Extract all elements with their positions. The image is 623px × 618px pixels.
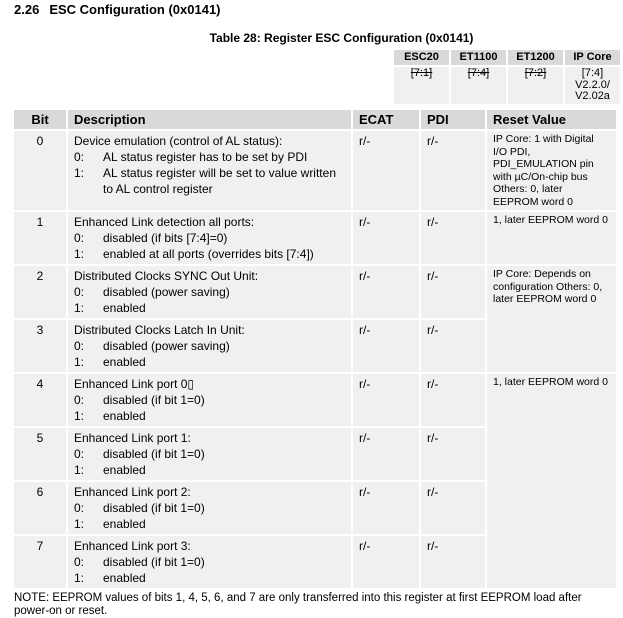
option-text: enabled [103,517,146,531]
option-text: disabled (if bit 1=0) [103,501,205,515]
pdi-cell: r/- [421,536,485,588]
description-cell [68,266,351,318]
pdi-cell: r/- [421,374,485,426]
option [74,516,345,532]
option-text: enabled [103,301,146,315]
version-header: ESC20 [394,50,449,65]
table-row [14,212,616,264]
register-table [12,108,618,590]
bit-cell: 5 [14,428,66,480]
section-title: ESC Configuration (0x0141) [49,2,221,17]
version-table [392,48,622,106]
option-text: enabled [103,571,146,585]
table-row [14,131,616,210]
option-value: 0: [74,555,85,569]
header-reset: Reset Value [487,110,616,129]
version-text: V2.2.0/ V2.02a [575,78,610,102]
option-text: enabled [103,355,146,369]
option-text: disabled (power saving) [103,285,230,299]
description-cell [68,536,351,588]
option-value: 1: [74,247,85,261]
description-cell [68,428,351,480]
option-value: 1: [74,409,85,423]
option [74,354,345,370]
option-text: disabled (if bit 1=0) [103,555,205,569]
ecat-cell: r/- [353,131,419,210]
pdi-cell: r/- [421,212,485,264]
description-cell [68,374,351,426]
option [74,554,345,570]
option-value: 0: [74,501,85,515]
option-value: 1: [74,355,85,369]
version-header: ET1100 [451,50,506,65]
description-title: Enhanced Link port 0▯ [74,377,195,391]
bit-cell: 4 [14,374,66,426]
version-bits [394,67,449,104]
ecat-cell: r/- [353,374,419,426]
option-text: disabled (if bit 1=0) [103,447,205,461]
bits-text: [7:4] [467,67,490,79]
bits-text: [7:1] [410,67,433,79]
pdi-cell: r/- [421,482,485,534]
footnote: NOTE: EEPROM values of bits 1, 4, 5, 6, and 7 are only transferred into this register at first EEPROM load after power-on or reset. [14,592,582,617]
option [74,300,345,316]
pdi-cell: r/- [421,428,485,480]
table-row [14,374,616,426]
bit-cell: 7 [14,536,66,588]
ecat-cell: r/- [353,266,419,318]
option-text: enabled [103,409,146,423]
header-pdi: PDI [421,110,485,129]
option-text: disabled (if bit 1=0) [103,393,205,407]
option [74,446,345,462]
reset-cell: IP Core: Depends on configuration Others: 0, later EEPROM word 0 [487,266,616,372]
pdi-cell: r/- [421,131,485,210]
option [74,338,345,354]
bits-text: [7:4] [581,67,604,79]
section-number: 2.26 [14,2,40,17]
option-text: enabled [103,463,146,477]
option [74,392,345,408]
option [74,165,345,197]
description-title: Distributed Clocks SYNC Out Unit: [74,269,259,283]
reset-cell: 1, later EEPROM word 0 [487,212,616,264]
option-value: 1: [74,301,85,315]
option [74,500,345,516]
option [74,284,345,300]
table-caption: Table 28: Register ESC Configuration (0x0141) [209,31,474,45]
description-cell [68,482,351,534]
pdi-cell: r/- [421,320,485,372]
option [74,149,345,165]
header-ecat: ECAT [353,110,419,129]
option-value: 0: [74,231,85,245]
option-value: 0: [74,447,85,461]
option-value: 1: [74,463,85,477]
bit-cell: 3 [14,320,66,372]
description-cell [68,320,351,372]
header-bit: Bit [14,110,66,129]
option-text: disabled (power saving) [103,339,230,353]
section-heading [14,2,221,17]
ecat-cell: r/- [353,428,419,480]
description-title: Device emulation (control of AL status): [74,134,283,148]
description-title: Enhanced Link port 2: [74,485,191,499]
bit-cell: 2 [14,266,66,318]
bit-cell: 1 [14,212,66,264]
version-bits [451,67,506,104]
option-value: 0: [74,150,85,164]
option-value: 1: [74,571,85,585]
option-text: enabled at all ports (overrides bits [7:4]) [103,247,314,261]
option-value: 1: [74,517,85,531]
ecat-cell: r/- [353,320,419,372]
reset-cell: IP Core: 1 with Digital I/O PDI, PDI_EMULATION pin with µC/On-chip bus Others: 0, later EEPROM word 0 [487,131,616,210]
description-cell [68,131,351,210]
version-bits [565,67,620,104]
option-text: AL status register will be set to value written to AL control register [103,166,336,196]
description-title: Enhanced Link port 1: [74,431,191,445]
option-value: 0: [74,339,85,353]
ecat-cell: r/- [353,536,419,588]
option-value: 0: [74,285,85,299]
version-header: ET1200 [508,50,563,65]
option [74,230,345,246]
description-cell [68,212,351,264]
ecat-cell: r/- [353,212,419,264]
reset-cell: 1, later EEPROM word 0 [487,374,616,588]
table-row [14,266,616,318]
bit-cell: 6 [14,482,66,534]
version-header: IP Core [565,50,620,65]
option-text: disabled (if bits [7:4]=0) [103,231,228,245]
option [74,408,345,424]
option [74,246,345,262]
pdi-cell: r/- [421,266,485,318]
header-description: Description [68,110,351,129]
bit-cell: 0 [14,131,66,210]
option [74,462,345,478]
version-bits [508,67,563,104]
description-title: Distributed Clocks Latch In Unit: [74,323,245,337]
description-title: Enhanced Link detection all ports: [74,215,255,229]
option-text: AL status register has to be set by PDI [103,150,308,164]
option [74,570,345,586]
option-value: 0: [74,393,85,407]
bits-text: [7:2] [524,67,547,79]
description-title: Enhanced Link port 3: [74,539,191,553]
ecat-cell: r/- [353,482,419,534]
option-value: 1: [74,166,85,180]
